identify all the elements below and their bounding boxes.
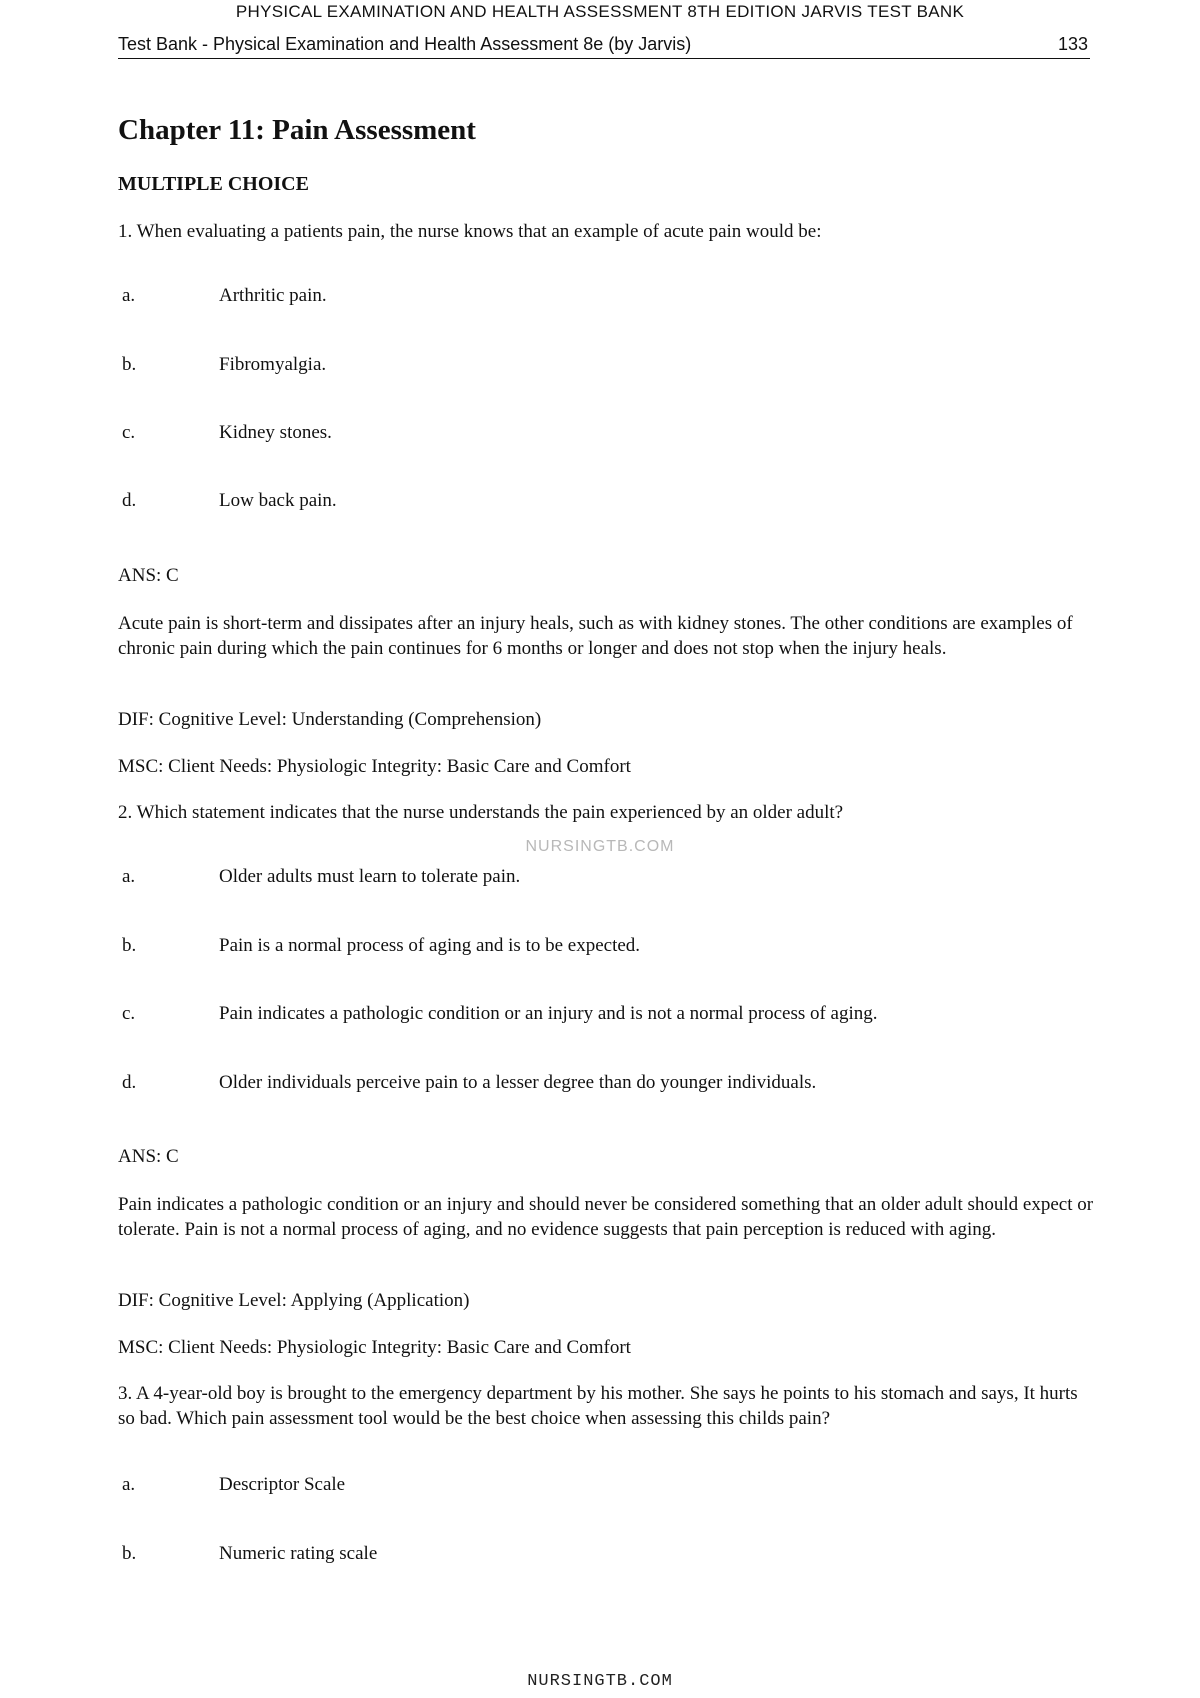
option-text: Fibromyalgia. [219, 354, 327, 375]
option-letter: c. [122, 422, 136, 443]
option-text: Pain indicates a pathologic condition or an injury and is not a normal process of aging. [219, 1003, 878, 1024]
question-2-answer: ANS: C [118, 1146, 179, 1167]
running-header-title: Test Bank - Physical Examination and Health Assessment 8e (by Jarvis) [118, 34, 692, 54]
question-2-stem: 2. Which statement indicates that the nurse understands the pain experienced by an older adult? [118, 802, 844, 823]
question-1-client-needs: MSC: Client Needs: Physiologic Integrity: Basic Care and Comfort [118, 756, 631, 777]
question-1-answer: ANS: C [118, 565, 179, 586]
option-text: Low back pain. [219, 490, 337, 511]
question-1-rationale: Acute pain is short-term and dissipates after an injury heals, such as with kidney stones. The other conditions are examples of chronic pain during which the pain continues for 6 months or longer and does not stop when the injury heals. [118, 613, 1073, 659]
question-2-rationale: Pain indicates a pathologic condition or an injury and should never be considered something that an older adult should expect or tolerate. Pain is not a normal process of aging, and no evidence suggests that pain perception is reduced with aging. [118, 1194, 1094, 1240]
page-banner: PHYSICAL EXAMINATION AND HEALTH ASSESSMENT 8TH EDITION JARVIS TEST BANK [235, 2, 965, 21]
page-number: 133 [1057, 34, 1088, 54]
option-letter: a. [122, 866, 136, 887]
page-footer: NURSINGTB.COM [527, 1672, 673, 1691]
question-3-stem: 3. A 4-year-old boy is brought to the emergency department by his mother. She says he points to his stomach and says, It hurts so bad. Which pain assessment tool would be the best choice when assessing this childs pain? [118, 1383, 1078, 1429]
question-1-stem: 1. When evaluating a patients pain, the nurse knows that an example of acute pain would be: [118, 221, 822, 242]
running-header [118, 34, 1090, 59]
option-letter: d. [122, 1072, 137, 1093]
option-text: Arthritic pain. [219, 285, 327, 306]
option-letter: b. [122, 1543, 137, 1564]
option-letter: b. [122, 354, 137, 375]
option-letter: d. [122, 490, 137, 511]
option-letter: b. [122, 935, 137, 956]
option-text: Numeric rating scale [219, 1543, 378, 1564]
option-text: Pain is a normal process of aging and is to be expected. [219, 935, 641, 956]
option-letter: a. [122, 1474, 136, 1495]
question-2-client-needs: MSC: Client Needs: Physiologic Integrity: Basic Care and Comfort [118, 1337, 631, 1358]
watermark: NURSINGTB.COM [525, 838, 675, 855]
chapter-title: Chapter 11: Pain Assessment [118, 114, 476, 146]
section-title: MULTIPLE CHOICE [118, 173, 309, 195]
option-text: Descriptor Scale [219, 1474, 346, 1495]
option-letter: a. [122, 285, 136, 306]
option-text: Older adults must learn to tolerate pain. [219, 866, 521, 887]
option-text: Kidney stones. [219, 422, 332, 443]
question-1-difficulty: DIF: Cognitive Level: Understanding (Comprehension) [118, 709, 542, 730]
option-text: Older individuals perceive pain to a lesser degree than do younger individuals. [219, 1072, 817, 1093]
option-letter: c. [122, 1003, 136, 1024]
question-2-difficulty: DIF: Cognitive Level: Applying (Application) [118, 1290, 470, 1311]
